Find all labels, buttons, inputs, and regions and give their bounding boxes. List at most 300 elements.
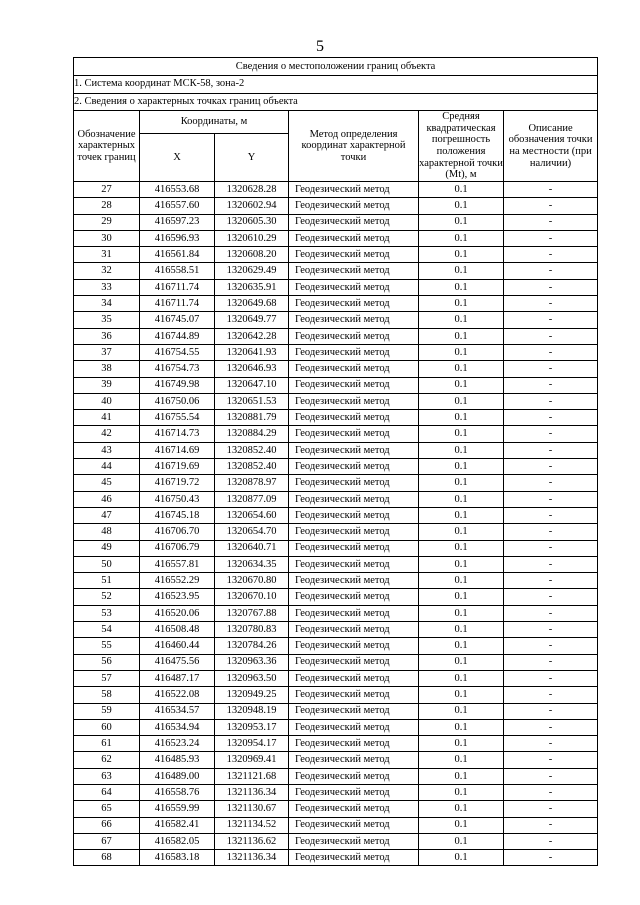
y-coordinate-cell: 1320654.60 — [215, 507, 289, 523]
coord-system: 1. Система координат МСК-58, зона-2 — [74, 76, 598, 94]
description-cell: - — [504, 475, 598, 491]
description-cell: - — [504, 198, 598, 214]
x-coordinate-cell: 416558.51 — [140, 263, 215, 279]
table-row — [74, 182, 598, 198]
point-number-cell: 56 — [74, 654, 140, 670]
error-cell: 0.1 — [419, 622, 504, 638]
table-header — [74, 58, 598, 182]
description-cell: - — [504, 263, 598, 279]
method-cell: Геодезический метод — [289, 850, 419, 866]
point-number-cell: 64 — [74, 784, 140, 800]
table-row — [74, 719, 598, 735]
description-cell: - — [504, 296, 598, 312]
description-cell: - — [504, 214, 598, 230]
error-cell: 0.1 — [419, 312, 504, 328]
page-number: 5 — [316, 38, 324, 55]
table-row — [74, 556, 598, 572]
error-cell: 0.1 — [419, 768, 504, 784]
error-cell: 0.1 — [419, 589, 504, 605]
point-number-cell: 54 — [74, 622, 140, 638]
error-cell: 0.1 — [419, 540, 504, 556]
description-cell: - — [504, 589, 598, 605]
error-cell: 0.1 — [419, 670, 504, 686]
description-cell: - — [504, 377, 598, 393]
x-coordinate-cell: 416749.98 — [140, 377, 215, 393]
description-cell: - — [504, 328, 598, 344]
method-cell: Геодезический метод — [289, 801, 419, 817]
description-cell: - — [504, 784, 598, 800]
table-row — [74, 475, 598, 491]
method-cell: Геодезический метод — [289, 247, 419, 263]
description-cell: - — [504, 850, 598, 866]
method-cell: Геодезический метод — [289, 719, 419, 735]
description-cell: - — [504, 703, 598, 719]
point-number-cell: 52 — [74, 589, 140, 605]
y-coordinate-cell: 1321136.34 — [215, 784, 289, 800]
table-row — [74, 507, 598, 523]
error-cell: 0.1 — [419, 524, 504, 540]
section-title-row — [74, 93, 598, 111]
x-coordinate-cell: 416596.93 — [140, 230, 215, 246]
y-coordinate-cell: 1320877.09 — [215, 491, 289, 507]
description-cell: - — [504, 556, 598, 572]
point-number-cell: 36 — [74, 328, 140, 344]
method-cell: Геодезический метод — [289, 182, 419, 198]
x-coordinate-cell: 416522.08 — [140, 687, 215, 703]
x-coordinate-cell: 416552.29 — [140, 573, 215, 589]
table-row — [74, 540, 598, 556]
header-description: Описание обозначения точки на местности (при наличии) — [504, 111, 598, 182]
header-y: Y — [215, 134, 289, 182]
table-row — [74, 377, 598, 393]
method-cell: Геодезический метод — [289, 491, 419, 507]
point-number-cell: 55 — [74, 638, 140, 654]
y-coordinate-cell: 1320670.10 — [215, 589, 289, 605]
y-coordinate-cell: 1320642.28 — [215, 328, 289, 344]
description-cell: - — [504, 687, 598, 703]
method-cell: Геодезический метод — [289, 263, 419, 279]
x-coordinate-cell: 416750.43 — [140, 491, 215, 507]
table-row — [74, 605, 598, 621]
error-cell: 0.1 — [419, 182, 504, 198]
table-row — [74, 247, 598, 263]
table-row — [74, 784, 598, 800]
error-cell: 0.1 — [419, 850, 504, 866]
table-row — [74, 703, 598, 719]
point-number-cell: 65 — [74, 801, 140, 817]
description-cell: - — [504, 247, 598, 263]
x-coordinate-cell: 416508.48 — [140, 622, 215, 638]
description-cell: - — [504, 622, 598, 638]
y-coordinate-cell: 1320784.26 — [215, 638, 289, 654]
error-cell: 0.1 — [419, 377, 504, 393]
x-coordinate-cell: 416754.73 — [140, 361, 215, 377]
error-cell: 0.1 — [419, 442, 504, 458]
y-coordinate-cell: 1320963.36 — [215, 654, 289, 670]
y-coordinate-cell: 1320670.80 — [215, 573, 289, 589]
point-number-cell: 39 — [74, 377, 140, 393]
x-coordinate-cell: 416714.69 — [140, 442, 215, 458]
x-coordinate-cell: 416745.18 — [140, 507, 215, 523]
table-row — [74, 296, 598, 312]
description-cell: - — [504, 540, 598, 556]
error-cell: 0.1 — [419, 198, 504, 214]
y-coordinate-cell: 1321121.68 — [215, 768, 289, 784]
error-cell: 0.1 — [419, 736, 504, 752]
table-row — [74, 752, 598, 768]
table-row — [74, 589, 598, 605]
y-coordinate-cell: 1320780.83 — [215, 622, 289, 638]
error-cell: 0.1 — [419, 263, 504, 279]
method-cell: Геодезический метод — [289, 312, 419, 328]
title-row — [74, 58, 598, 76]
x-coordinate-cell: 416745.07 — [140, 312, 215, 328]
y-coordinate-cell: 1320647.10 — [215, 377, 289, 393]
method-cell: Геодезический метод — [289, 687, 419, 703]
y-coordinate-cell: 1320641.93 — [215, 344, 289, 360]
y-coordinate-cell: 1320949.25 — [215, 687, 289, 703]
table-row — [74, 263, 598, 279]
x-coordinate-cell: 416559.99 — [140, 801, 215, 817]
table-row — [74, 459, 598, 475]
description-cell: - — [504, 605, 598, 621]
table-row — [74, 524, 598, 540]
y-coordinate-cell: 1320969.41 — [215, 752, 289, 768]
method-cell: Геодезический метод — [289, 817, 419, 833]
point-number-cell: 34 — [74, 296, 140, 312]
description-cell: - — [504, 279, 598, 295]
point-number-cell: 60 — [74, 719, 140, 735]
table-row — [74, 638, 598, 654]
x-coordinate-cell: 416485.93 — [140, 752, 215, 768]
method-cell: Геодезический метод — [289, 328, 419, 344]
error-cell: 0.1 — [419, 279, 504, 295]
x-coordinate-cell: 416597.23 — [140, 214, 215, 230]
error-cell: 0.1 — [419, 214, 504, 230]
method-cell: Геодезический метод — [289, 198, 419, 214]
point-number-cell: 29 — [74, 214, 140, 230]
point-number-cell: 27 — [74, 182, 140, 198]
y-coordinate-cell: 1320640.71 — [215, 540, 289, 556]
y-coordinate-cell: 1320628.28 — [215, 182, 289, 198]
method-cell: Геодезический метод — [289, 214, 419, 230]
error-cell: 0.1 — [419, 784, 504, 800]
point-number-cell: 46 — [74, 491, 140, 507]
x-coordinate-cell: 416583.18 — [140, 850, 215, 866]
x-coordinate-cell: 416719.72 — [140, 475, 215, 491]
x-coordinate-cell: 416582.41 — [140, 817, 215, 833]
table-row — [74, 736, 598, 752]
header-method: Метод определения координат характерной точки — [289, 111, 419, 182]
description-cell: - — [504, 393, 598, 409]
x-coordinate-cell: 416711.74 — [140, 279, 215, 295]
point-number-cell: 45 — [74, 475, 140, 491]
method-cell: Геодезический метод — [289, 622, 419, 638]
point-number-cell: 30 — [74, 230, 140, 246]
method-cell: Геодезический метод — [289, 410, 419, 426]
method-cell: Геодезический метод — [289, 475, 419, 491]
description-cell: - — [504, 801, 598, 817]
table-row — [74, 817, 598, 833]
table-row — [74, 393, 598, 409]
error-cell: 0.1 — [419, 459, 504, 475]
y-coordinate-cell: 1320948.19 — [215, 703, 289, 719]
y-coordinate-cell: 1320963.50 — [215, 670, 289, 686]
error-cell: 0.1 — [419, 703, 504, 719]
table-row — [74, 801, 598, 817]
table-row — [74, 410, 598, 426]
point-number-cell: 38 — [74, 361, 140, 377]
table-row — [74, 768, 598, 784]
x-coordinate-cell: 416558.76 — [140, 784, 215, 800]
method-cell: Геодезический метод — [289, 442, 419, 458]
y-coordinate-cell: 1320629.49 — [215, 263, 289, 279]
point-number-cell: 35 — [74, 312, 140, 328]
error-cell: 0.1 — [419, 719, 504, 735]
table-row — [74, 328, 598, 344]
description-cell: - — [504, 736, 598, 752]
table-row — [74, 670, 598, 686]
point-number-cell: 62 — [74, 752, 140, 768]
point-number-cell: 51 — [74, 573, 140, 589]
method-cell: Геодезический метод — [289, 377, 419, 393]
error-cell: 0.1 — [419, 556, 504, 572]
error-cell: 0.1 — [419, 573, 504, 589]
x-coordinate-cell: 416534.57 — [140, 703, 215, 719]
point-number-cell: 50 — [74, 556, 140, 572]
point-number-cell: 59 — [74, 703, 140, 719]
y-coordinate-cell: 1320878.97 — [215, 475, 289, 491]
y-coordinate-cell: 1320634.35 — [215, 556, 289, 572]
method-cell: Геодезический метод — [289, 605, 419, 621]
header-error: Средняя квадратическая погрешность положения характерной точки (Mt), м — [419, 111, 503, 181]
point-number-cell: 40 — [74, 393, 140, 409]
description-cell: - — [504, 491, 598, 507]
column-header-row — [74, 111, 598, 134]
method-cell: Геодезический метод — [289, 703, 419, 719]
table-row — [74, 573, 598, 589]
method-cell: Геодезический метод — [289, 589, 419, 605]
error-cell: 0.1 — [419, 801, 504, 817]
point-number-cell: 57 — [74, 670, 140, 686]
error-cell: 0.1 — [419, 247, 504, 263]
point-number-cell: 43 — [74, 442, 140, 458]
table-row — [74, 279, 598, 295]
method-cell: Геодезический метод — [289, 296, 419, 312]
method-cell: Геодезический метод — [289, 230, 419, 246]
header-point: Обозначение характерных точек границ — [74, 111, 140, 182]
method-cell: Геодезический метод — [289, 736, 419, 752]
point-number-cell: 31 — [74, 247, 140, 263]
x-coordinate-cell: 416475.56 — [140, 654, 215, 670]
method-cell: Геодезический метод — [289, 344, 419, 360]
method-cell: Геодезический метод — [289, 426, 419, 442]
table-title: Сведения о местоположении границ объекта — [74, 58, 598, 76]
y-coordinate-cell: 1321134.52 — [215, 817, 289, 833]
y-coordinate-cell: 1321136.34 — [215, 850, 289, 866]
description-cell: - — [504, 719, 598, 735]
method-cell: Геодезический метод — [289, 670, 419, 686]
table-row — [74, 312, 598, 328]
table-row — [74, 850, 598, 866]
point-number-cell: 33 — [74, 279, 140, 295]
x-coordinate-cell: 416523.24 — [140, 736, 215, 752]
description-cell: - — [504, 344, 598, 360]
description-cell: - — [504, 654, 598, 670]
error-cell: 0.1 — [419, 817, 504, 833]
point-number-cell: 58 — [74, 687, 140, 703]
coord-system-row — [74, 76, 598, 94]
method-cell: Геодезический метод — [289, 833, 419, 849]
method-cell: Геодезический метод — [289, 459, 419, 475]
y-coordinate-cell: 1320881.79 — [215, 410, 289, 426]
header-coords: Координаты, м — [140, 111, 289, 134]
error-cell: 0.1 — [419, 638, 504, 654]
method-cell: Геодезический метод — [289, 279, 419, 295]
description-cell: - — [504, 442, 598, 458]
point-number-cell: 61 — [74, 736, 140, 752]
x-coordinate-cell: 416557.60 — [140, 198, 215, 214]
y-coordinate-cell: 1320635.91 — [215, 279, 289, 295]
point-number-cell: 63 — [74, 768, 140, 784]
table-row — [74, 230, 598, 246]
error-cell: 0.1 — [419, 475, 504, 491]
section-title: 2. Сведения о характерных точках границ объекта — [74, 93, 598, 111]
table-row — [74, 214, 598, 230]
description-cell: - — [504, 361, 598, 377]
table-body — [74, 182, 598, 866]
method-cell: Геодезический метод — [289, 654, 419, 670]
method-cell: Геодезический метод — [289, 540, 419, 556]
error-cell: 0.1 — [419, 752, 504, 768]
description-cell: - — [504, 768, 598, 784]
table-row — [74, 361, 598, 377]
x-coordinate-cell: 416460.44 — [140, 638, 215, 654]
y-coordinate-cell: 1320884.29 — [215, 426, 289, 442]
description-cell: - — [504, 312, 598, 328]
y-coordinate-cell: 1321130.67 — [215, 801, 289, 817]
point-number-cell: 68 — [74, 850, 140, 866]
table-row — [74, 426, 598, 442]
x-coordinate-cell: 416523.95 — [140, 589, 215, 605]
y-coordinate-cell: 1320610.29 — [215, 230, 289, 246]
y-coordinate-cell: 1320649.77 — [215, 312, 289, 328]
error-cell: 0.1 — [419, 344, 504, 360]
table-row — [74, 654, 598, 670]
point-number-cell: 44 — [74, 459, 140, 475]
table-row — [74, 442, 598, 458]
description-cell: - — [504, 817, 598, 833]
x-coordinate-cell: 416520.06 — [140, 605, 215, 621]
x-coordinate-cell: 416750.06 — [140, 393, 215, 409]
description-cell: - — [504, 230, 598, 246]
x-coordinate-cell: 416557.81 — [140, 556, 215, 572]
error-cell: 0.1 — [419, 393, 504, 409]
point-number-cell: 42 — [74, 426, 140, 442]
description-cell: - — [504, 507, 598, 523]
x-coordinate-cell: 416534.94 — [140, 719, 215, 735]
table-row — [74, 344, 598, 360]
method-cell: Геодезический метод — [289, 638, 419, 654]
x-coordinate-cell: 416487.17 — [140, 670, 215, 686]
point-number-cell: 67 — [74, 833, 140, 849]
error-cell: 0.1 — [419, 296, 504, 312]
y-coordinate-cell: 1320649.68 — [215, 296, 289, 312]
x-coordinate-cell: 416714.73 — [140, 426, 215, 442]
boundary-points-table — [73, 57, 598, 866]
table-row — [74, 198, 598, 214]
table-row — [74, 833, 598, 849]
method-cell: Геодезический метод — [289, 361, 419, 377]
description-cell: - — [504, 638, 598, 654]
y-coordinate-cell: 1320608.20 — [215, 247, 289, 263]
error-cell: 0.1 — [419, 361, 504, 377]
description-cell: - — [504, 670, 598, 686]
point-number-cell: 28 — [74, 198, 140, 214]
error-cell: 0.1 — [419, 491, 504, 507]
description-cell: - — [504, 459, 598, 475]
point-number-cell: 49 — [74, 540, 140, 556]
point-number-cell: 47 — [74, 507, 140, 523]
error-cell: 0.1 — [419, 426, 504, 442]
header-x: X — [140, 134, 215, 182]
x-coordinate-cell: 416561.84 — [140, 247, 215, 263]
y-coordinate-cell: 1321136.62 — [215, 833, 289, 849]
y-coordinate-cell: 1320852.40 — [215, 459, 289, 475]
error-cell: 0.1 — [419, 605, 504, 621]
error-cell: 0.1 — [419, 328, 504, 344]
description-cell: - — [504, 752, 598, 768]
x-coordinate-cell: 416582.05 — [140, 833, 215, 849]
x-coordinate-cell: 416711.74 — [140, 296, 215, 312]
x-coordinate-cell: 416755.54 — [140, 410, 215, 426]
table-row — [74, 491, 598, 507]
description-cell: - — [504, 182, 598, 198]
method-cell: Геодезический метод — [289, 768, 419, 784]
point-number-cell: 48 — [74, 524, 140, 540]
x-coordinate-cell: 416744.89 — [140, 328, 215, 344]
table-row — [74, 622, 598, 638]
x-coordinate-cell: 416489.00 — [140, 768, 215, 784]
y-coordinate-cell: 1320646.93 — [215, 361, 289, 377]
description-cell: - — [504, 573, 598, 589]
point-number-cell: 32 — [74, 263, 140, 279]
y-coordinate-cell: 1320953.17 — [215, 719, 289, 735]
y-coordinate-cell: 1320654.70 — [215, 524, 289, 540]
y-coordinate-cell: 1320651.53 — [215, 393, 289, 409]
method-cell: Геодезический метод — [289, 507, 419, 523]
method-cell: Геодезический метод — [289, 556, 419, 572]
method-cell: Геодезический метод — [289, 393, 419, 409]
x-coordinate-cell: 416754.55 — [140, 344, 215, 360]
point-number-cell: 53 — [74, 605, 140, 621]
error-cell: 0.1 — [419, 833, 504, 849]
y-coordinate-cell: 1320852.40 — [215, 442, 289, 458]
method-cell: Геодезический метод — [289, 752, 419, 768]
point-number-cell: 66 — [74, 817, 140, 833]
x-coordinate-cell: 416706.79 — [140, 540, 215, 556]
point-number-cell: 37 — [74, 344, 140, 360]
error-cell: 0.1 — [419, 654, 504, 670]
x-coordinate-cell: 416706.70 — [140, 524, 215, 540]
description-cell: - — [504, 410, 598, 426]
x-coordinate-cell: 416719.69 — [140, 459, 215, 475]
point-number-cell: 41 — [74, 410, 140, 426]
error-cell: 0.1 — [419, 230, 504, 246]
method-cell: Геодезический метод — [289, 784, 419, 800]
y-coordinate-cell: 1320602.94 — [215, 198, 289, 214]
y-coordinate-cell: 1320767.88 — [215, 605, 289, 621]
